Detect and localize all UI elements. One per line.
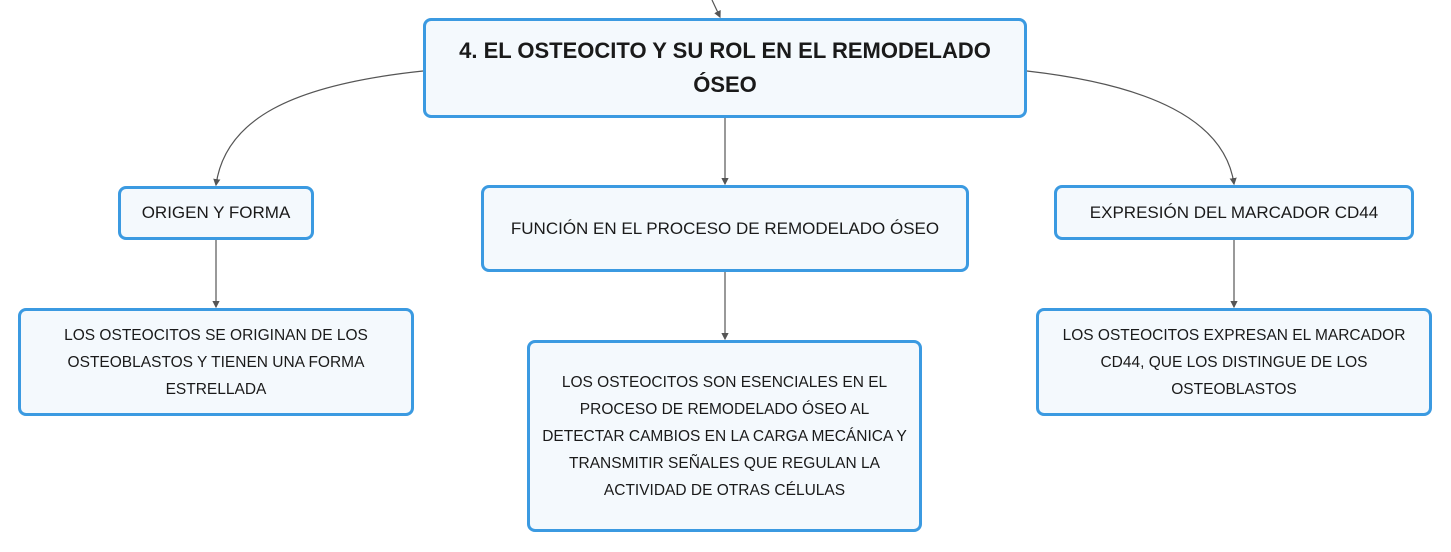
subtopic-funcion-detail[interactable] [527,340,922,532]
topic-label: ORIGEN Y FORMA [141,203,291,222]
topic-expresion-cd44[interactable] [1054,185,1414,240]
subtopic-expresion-detail[interactable] [1036,308,1432,416]
subtopic-text: LOS OSTEOCITOS SE ORIGINAN DE LOS OSTEOBLASTOS Y TIENEN UNA FORMA ESTRELLADA [64,326,368,398]
root-topic-node[interactable] [423,18,1027,118]
connector-root-to-origen [216,71,423,185]
topic-label: EXPRESIÓN DEL MARCADOR CD44 [1089,202,1379,222]
connector-root-to-expresion [1027,71,1234,184]
topic-origen-y-forma[interactable] [118,186,314,240]
subtopic-text: LOS OSTEOCITOS EXPRESAN EL MARCADOR CD44, QUE LOS DISTINGUE DE LOS OSTEOBLASTOS [1062,326,1406,398]
subtopic-origen-detail[interactable] [18,308,414,416]
root-topic-title: 4. EL OSTEOCITO Y SU ROL EN EL REMODELADO ÓSEO [459,38,991,97]
subtopic-text: LOS OSTEOCITOS SON ESENCIALES EN EL PROCESO DE REMODELADO ÓSEO AL DETECTAR CAMBIOS EN LA CARGA MECÁNICA Y TRANSMITIR SEÑALES QUE REGULAN LA ACTIVIDAD DE OTRAS CÉLULAS [542,373,907,499]
connector-parent-to-root [712,0,720,17]
topic-label: FUNCIÓN EN EL PROCESO DE REMODELADO ÓSEO [510,218,940,238]
topic-funcion-remodelado[interactable] [481,185,969,272]
